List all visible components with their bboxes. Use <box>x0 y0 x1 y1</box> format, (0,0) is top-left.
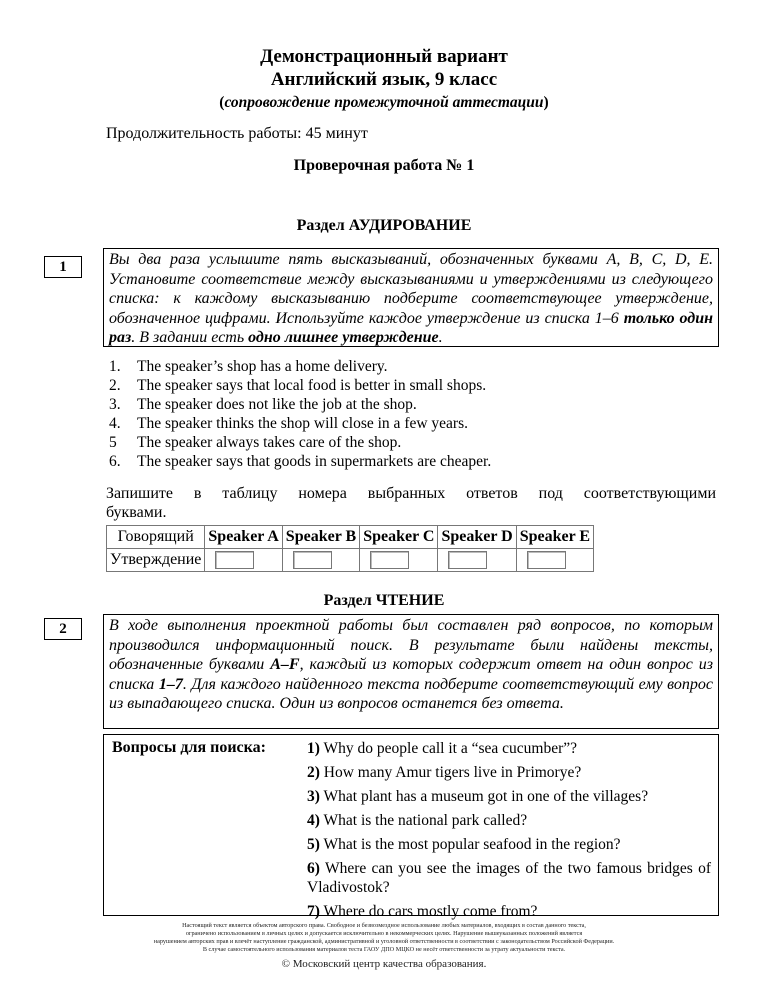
list-item: 1. The speaker’s shop has a home delivery. <box>109 358 388 375</box>
section-heading-reading: Раздел ЧТЕНИЕ <box>323 592 445 609</box>
answer-input-c[interactable] <box>370 551 409 569</box>
answer-input-e[interactable] <box>527 551 566 569</box>
list-item: 2) How many Amur tigers live in Primorye? <box>307 764 582 781</box>
list-item: 6) Where can you see the images of the two famous bridges of Vladivostok? <box>307 860 711 896</box>
questions-label: Вопросы для поиска: <box>112 739 266 756</box>
list-item: 7) Where do cars mostly come from? <box>307 903 538 920</box>
task-number-1: 1 <box>44 256 82 278</box>
list-item: 3. The speaker does not like the job at the shop. <box>109 396 417 413</box>
answer-input-a[interactable] <box>215 551 254 569</box>
table-instruction-cont: буквами. <box>106 504 167 521</box>
copyright-notice: Настоящий текст является объектом авторского права. Свободное и безвозмездное использование любых материалов, входящих в состав данного текста, ограничено использованием в личных целях и допускается исключительно в некоммерческих целях. Нарушение вышеуказанных положений является нарушением авторских прав и влечёт наступление гражданской, административной и уголовной ответственности в соответствии с законодательством Российской Федерации. В случае самостоятельного использования материалов теста ГАОУ ДПО МЦКО не несёт ответственности за утрату актуальности текста. <box>153 922 615 953</box>
speaker-header: Speaker A <box>205 526 282 549</box>
speaker-header: Speaker D <box>438 526 516 549</box>
answer-table <box>106 525 594 572</box>
document-purpose: (сопровождение промежуточной аттестации) <box>219 94 549 111</box>
list-item: 5) What is the most popular seafood in the region? <box>307 836 621 853</box>
task-number-2: 2 <box>44 618 82 640</box>
work-title: Проверочная работа № 1 <box>293 157 475 174</box>
document-title: Демонстрационный вариант <box>260 46 508 67</box>
list-item: 2. The speaker says that local food is better in small shops. <box>109 377 487 394</box>
row-label-statement: Утверждение <box>107 549 205 572</box>
questions-list <box>307 739 711 926</box>
document-subject: Английский язык, 9 класс <box>270 69 498 90</box>
questions-table <box>103 734 719 920</box>
speaker-header: Speaker E <box>516 526 593 549</box>
section-heading-listening: Раздел АУДИРОВАНИЕ <box>296 217 472 234</box>
list-item: 1) Why do people call it a “sea cucumber”? <box>307 740 578 757</box>
list-item: 3) What plant has a museum got in one of the villages? <box>307 788 649 805</box>
row-label-speaker: Говорящий <box>107 526 205 549</box>
list-item: 6. The speaker says that goods in supermarkets are cheaper. <box>109 453 492 470</box>
task1-instructions: Вы два раза услышите пять высказываний, обозначенных буквами A, B, C, D, E. Установите соответствие между высказываниями и утверждениями из следующего списка: к каждому высказыванию подберите соответствующее утверждение, обозначенное цифрами. Используйте каждое утверждение из списка 1–6 только один раз. В задании есть одно лишнее утверждение. <box>103 248 719 347</box>
copyright-line: © Московский центр качества образования. <box>281 958 487 970</box>
statements-list <box>109 357 491 471</box>
table-instruction: Запишите в таблицу номера выбранных ответов под соответствующими <box>106 485 716 502</box>
speaker-header: Speaker B <box>282 526 359 549</box>
task2-instructions: В ходе выполнения проектной работы был составлен ряд вопросов, по которым производился информационный поиск. В результате были найдены тексты, обозначенные буквами A–F, каждый из которых содержит ответ на один вопрос из списка 1–7. Для каждого найденного текста подберите соответствующий ему вопрос из выпадающего списка. Один из вопросов останется без ответа. <box>103 614 719 729</box>
duration-text: Продолжительность работы: 45 минут <box>106 125 368 142</box>
speaker-header: Speaker C <box>360 526 438 549</box>
list-item: 5 The speaker always takes care of the shop. <box>109 434 402 451</box>
list-item: 4) What is the national park called? <box>307 812 528 829</box>
answer-input-d[interactable] <box>448 551 487 569</box>
answer-input-b[interactable] <box>293 551 332 569</box>
list-item: 4. The speaker thinks the shop will close in a few years. <box>109 415 469 432</box>
